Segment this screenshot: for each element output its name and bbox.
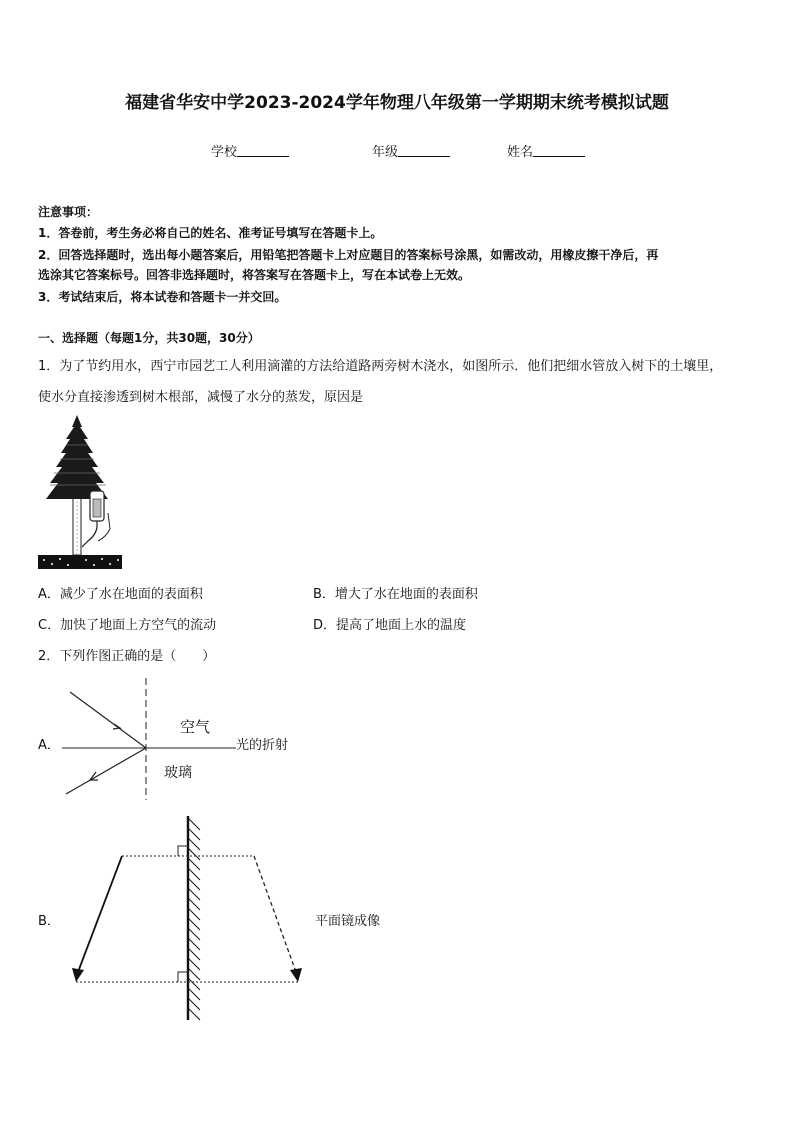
- refraction-caption: 光的折射: [236, 738, 289, 753]
- section-heading: 一、选择题（每题1分，共30题，30分）: [38, 331, 260, 345]
- grade-blank: [398, 144, 450, 157]
- q2-stem: 2．下列作图正确的是（ ）: [38, 649, 216, 664]
- page-title: 福建省华安中学2023-2024学年物理八年级第一学期期末统考模拟试题: [125, 93, 669, 113]
- school-field: [211, 141, 289, 160]
- name-label: 姓名: [507, 145, 534, 160]
- name-field: [507, 141, 585, 160]
- plane-mirror-diagram: [68, 812, 312, 1024]
- notes-heading: 注意事项：: [38, 205, 99, 219]
- glass-label: 玻璃: [164, 765, 192, 781]
- q1-line2: 使水分直接渗透到树木根部，减慢了水分的蒸发，原因是: [38, 390, 364, 405]
- q1-option-c[interactable]: C．加快了地面上方空气的流动: [38, 618, 217, 633]
- drip-irrigation-tree-figure: [36, 413, 126, 573]
- air-label: 空气: [180, 718, 211, 736]
- name-blank: [533, 144, 585, 157]
- q1-option-b[interactable]: B．增大了水在地面的表面积: [313, 587, 478, 602]
- note-item-2: 2．回答选择题时，选出每小题答案后，用铅笔把答题卡上对应题目的答案标号涂黑，如需改动，用橡皮擦干净后，再: [38, 248, 659, 262]
- grade-label: 年级: [372, 145, 399, 160]
- note-item-2-cont: 选涂其它答案标号。回答非选择题时，将答案写在答题卡上，写在本试卷上无效。: [38, 268, 471, 282]
- note-item-3: 3．考试结束后，将本试卷和答题卡一并交回。: [38, 290, 287, 304]
- q1-option-d[interactable]: D．提高了地面上水的温度: [313, 618, 467, 633]
- grade-field: [372, 141, 450, 160]
- note-item-1: 1．答卷前，考生务必将自己的姓名、准考证号填写在答题卡上。: [38, 226, 383, 240]
- school-blank: [237, 144, 289, 157]
- school-label: 学校: [211, 145, 238, 160]
- q2-option-a-letter[interactable]: A．: [38, 738, 60, 753]
- q1-option-a[interactable]: A．减少了水在地面的表面积: [38, 587, 203, 602]
- q1-line1: 1．为了节约用水，西宁市园艺工人利用滴灌的方法给道路两旁树木浇水，如图所示．他们把细水管放入树下的土壤里，: [38, 359, 723, 374]
- q2-option-b-letter[interactable]: B．: [38, 914, 60, 929]
- plane-mirror-caption: 平面镜成像: [315, 914, 381, 929]
